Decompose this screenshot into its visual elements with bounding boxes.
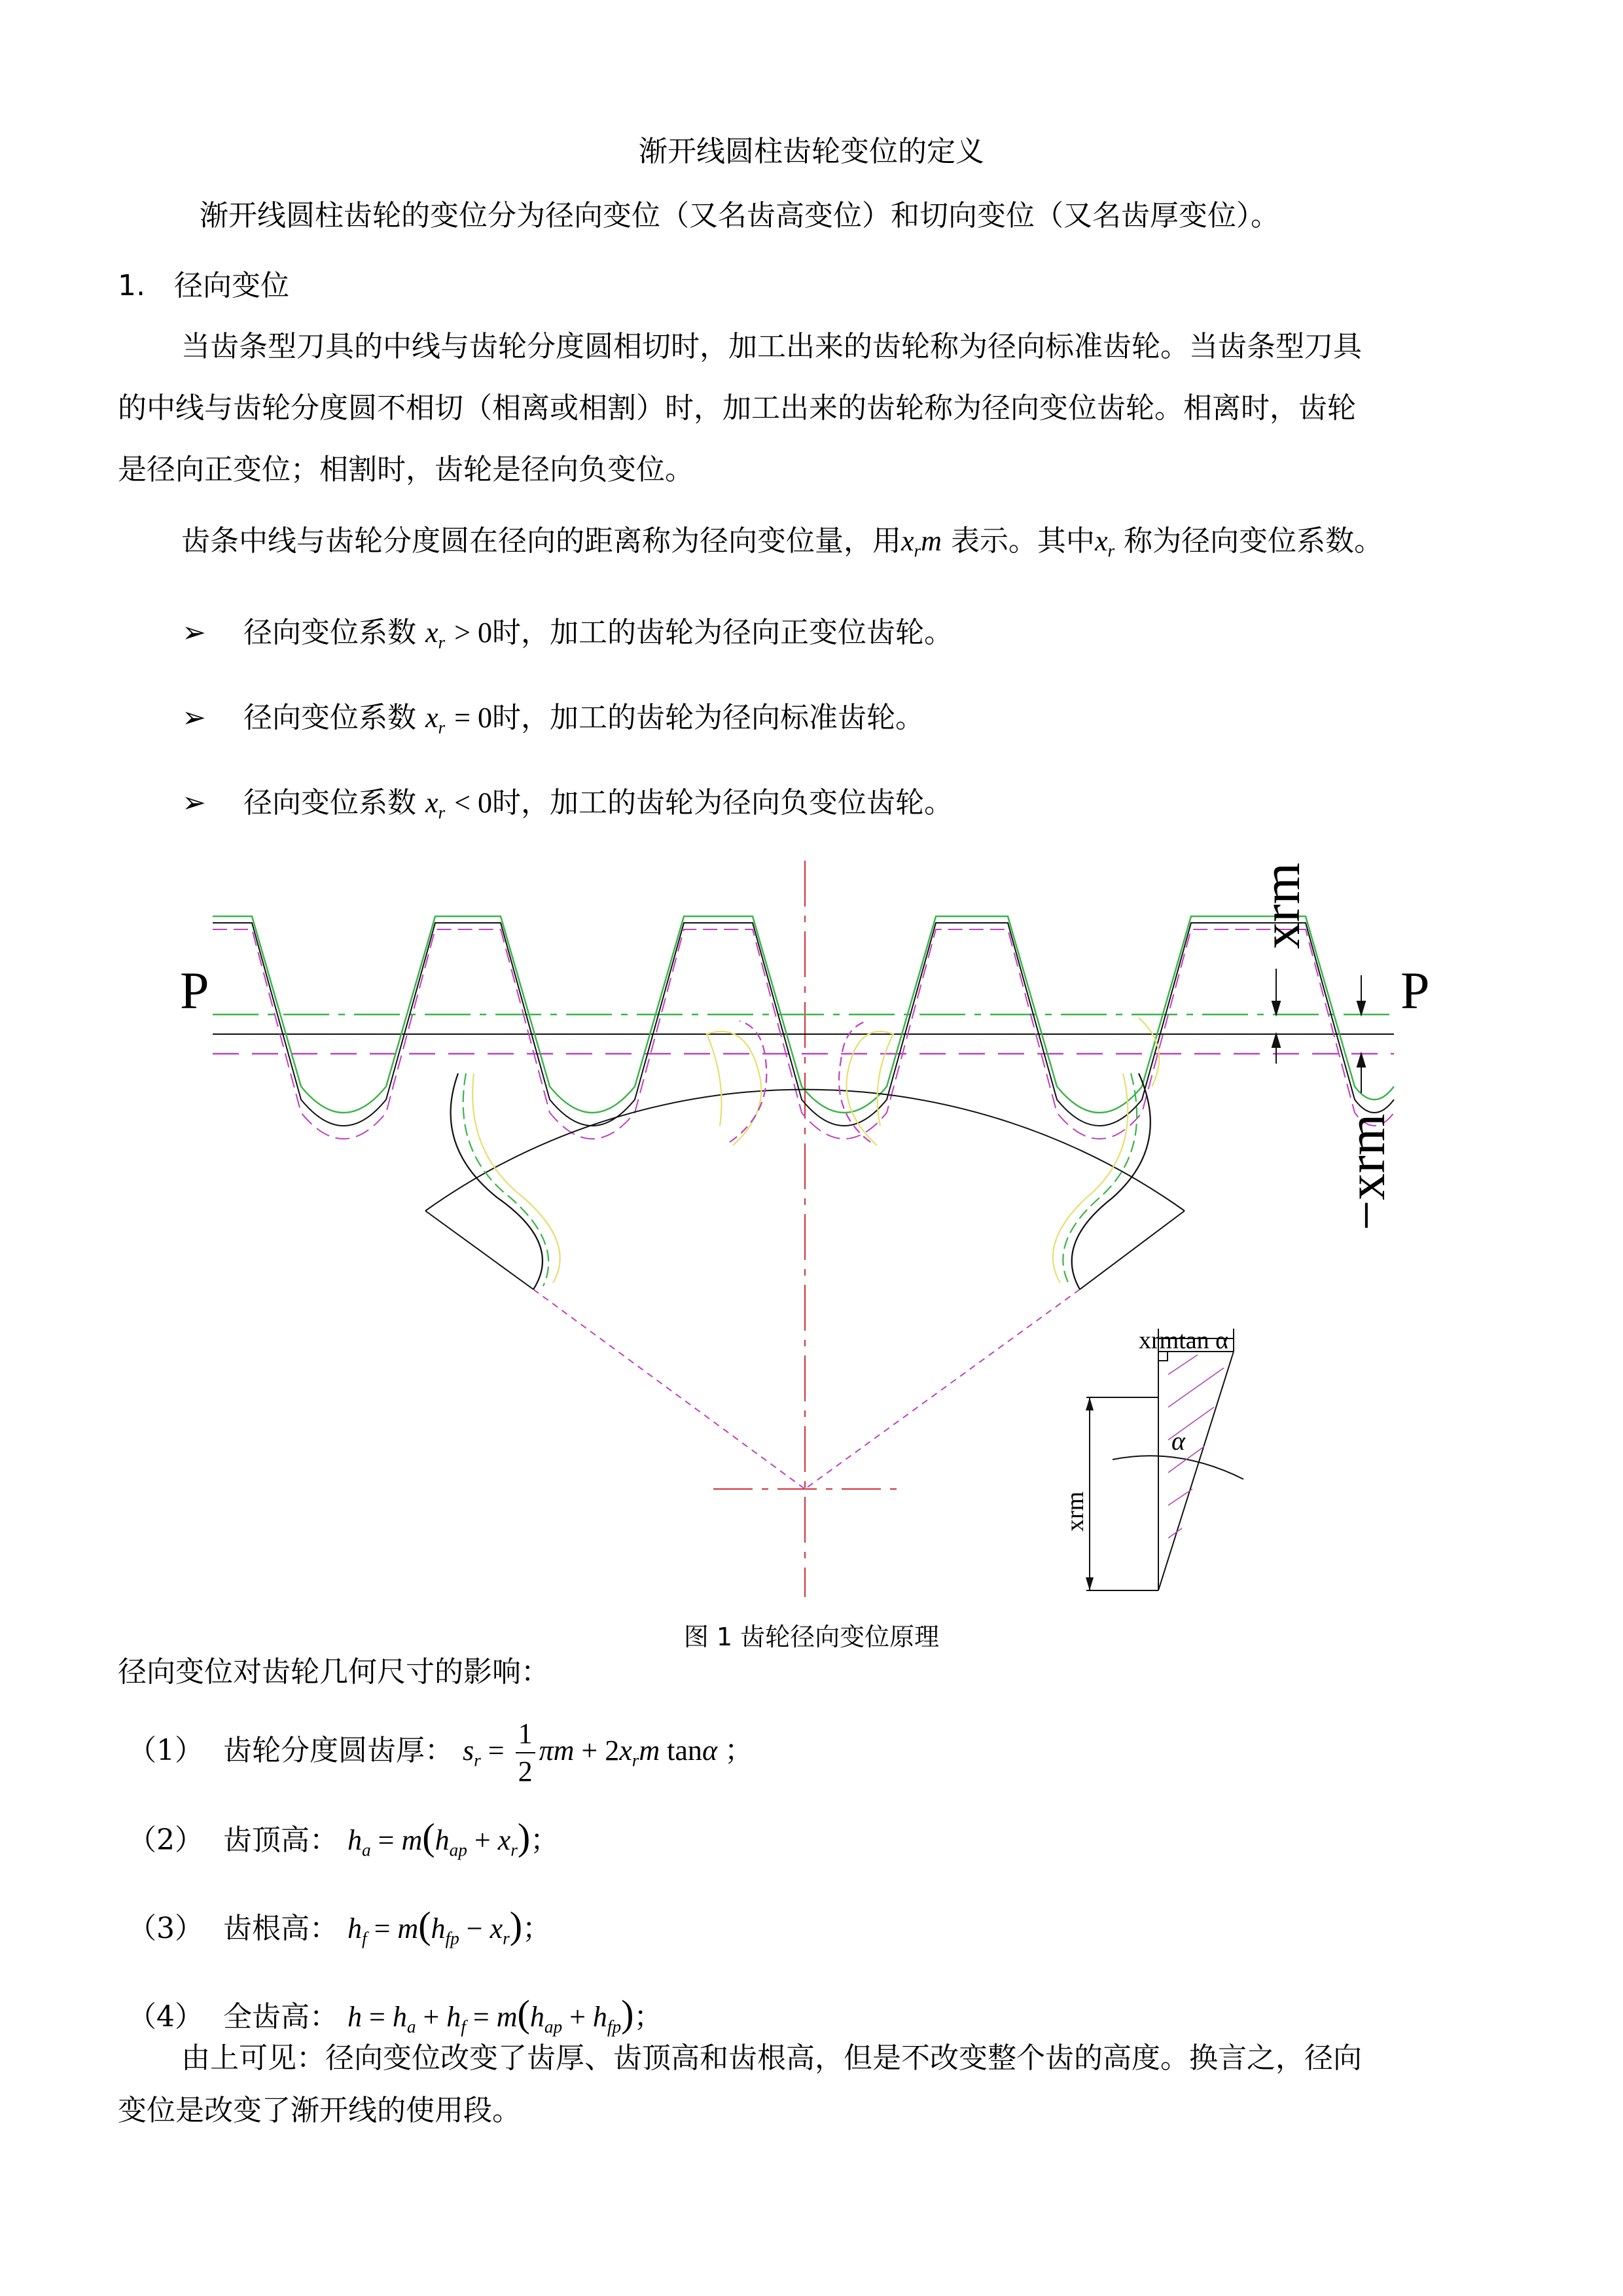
formula-item-1: （1） 齿轮分度圆齿厚： $s_r$ = $\frac{1}{2}$ $\pi m + 2x_rm$ tanα ； bbox=[128, 1702, 753, 1800]
gear-tooth-top-yellow-2 bbox=[846, 1031, 893, 1145]
arrow-bullet-icon: ➢ bbox=[182, 616, 206, 649]
gear-diagram bbox=[0, 844, 1623, 1604]
bullet-item: ➢ 径向变位系数 $x_r > 0$时，加工的齿轮为径向正变位齿轮。 bbox=[182, 616, 953, 653]
paragraph-1-line-2: 的中线与齿轮分度圆不相切（相离或相割）时，加工出来的齿轮称为径向变位齿轮。相离时，齿轮 bbox=[118, 391, 1356, 425]
page-title: 渐开线圆柱齿轮变位的定义 bbox=[639, 135, 984, 168]
figure-caption: 图 1 齿轮径向变位原理 bbox=[683, 1623, 940, 1651]
paragraph-1-line-3: 是径向正变位；相割时，齿轮是径向负变位。 bbox=[118, 453, 694, 486]
dimension-arrow-icon bbox=[1086, 1577, 1094, 1590]
detail-alpha-label: α bbox=[1171, 1426, 1185, 1456]
conclusion-line-2: 变位是改变了渐开线的使用段。 bbox=[118, 2094, 521, 2127]
pitch-point-left: P bbox=[180, 962, 209, 1020]
bullet-item: ➢ 径向变位系数 $x_r < 0$时，加工的齿轮为径向负变位齿轮。 bbox=[182, 786, 953, 823]
detail-side-label: xrm bbox=[1061, 1491, 1089, 1532]
formula-item-4: （4） 全齿高： $h = h_a + h_f = m(h_{ap} + h_{fp})$； bbox=[128, 1992, 663, 2037]
dimension-arrow-icon bbox=[1086, 1397, 1094, 1410]
offset-label-negative: −xrm bbox=[1336, 1113, 1396, 1230]
gear-radial-line-left bbox=[533, 1289, 805, 1489]
detail-tan-label: xrmtan α bbox=[1139, 1327, 1229, 1354]
conclusion-line-1: 由上可见：径向变位改变了齿厚、齿顶高和齿根高，但是不改变整个齿的高度。换言之，径向 bbox=[181, 2041, 1362, 2075]
paragraph-1-line-1: 当齿条型刀具的中线与齿轮分度圆相切时，加工出来的齿轮称为径向标准齿轮。当齿条型刀具 bbox=[181, 330, 1362, 363]
gear-radial-line-right bbox=[805, 1289, 1080, 1489]
paragraph-1 bbox=[118, 316, 1518, 501]
conclusion-paragraph bbox=[118, 2032, 1518, 2137]
paragraph-2-text-a: 齿条中线与齿轮分度圆在径向的距离称为径向变位量，用 bbox=[181, 524, 901, 558]
gear-tooth-top-yellow bbox=[707, 1031, 761, 1145]
paragraph-2-text-b: 表示。其中 bbox=[950, 524, 1095, 558]
section-heading bbox=[118, 262, 289, 304]
paragraph-2: 齿条中线与齿轮分度圆在径向的距离称为径向变位量，用$x_rm$ 表示。其中$x_r$ 称为径向变位系数。 bbox=[181, 524, 1383, 561]
gear-sector-edge-right bbox=[1080, 1211, 1185, 1289]
gear-tooth-profile bbox=[451, 1073, 543, 1289]
dimension-arrow-icon bbox=[1357, 1001, 1365, 1014]
pitch-point-right: P bbox=[1400, 962, 1430, 1020]
section-title: 径向变位 bbox=[173, 269, 289, 302]
arrow-bullet-icon: ➢ bbox=[182, 701, 206, 734]
formula-item-2: （2） 齿顶高： $h_a = m(h_{ap} + x_r)$； bbox=[128, 1816, 560, 1860]
gear-sector-edge-left bbox=[425, 1211, 533, 1289]
paragraph-2-text-c: 称为径向变位系数。 bbox=[1124, 524, 1383, 558]
effects-intro: 径向变位对齿轮几何尺寸的影响： bbox=[118, 1655, 550, 1689]
gear-tooth-profile-green bbox=[463, 1073, 549, 1286]
angle-arc bbox=[1113, 1456, 1243, 1479]
dimension-arrow-icon bbox=[1272, 1001, 1280, 1014]
bullet-item: ➢ 径向变位系数 $x_r = 0$时，加工的齿轮为径向标准齿轮。 bbox=[182, 701, 924, 738]
dimension-arrow-icon bbox=[1272, 1034, 1280, 1047]
dimension-arrow-icon bbox=[1357, 1054, 1365, 1067]
arrow-bullet-icon: ➢ bbox=[182, 786, 206, 819]
offset-label-positive: xrm bbox=[1251, 862, 1311, 949]
formula-item-3: （3） 齿根高： $h_f = m(h_{fp} - x_r)$； bbox=[128, 1904, 552, 1948]
intro-paragraph: 渐开线圆柱齿轮的变位分为径向变位（又名齿高变位）和切向变位（又名齿厚变位）。 bbox=[200, 199, 1279, 232]
rack-profile-standard bbox=[213, 923, 1394, 1126]
section-number: 1. bbox=[118, 269, 145, 302]
